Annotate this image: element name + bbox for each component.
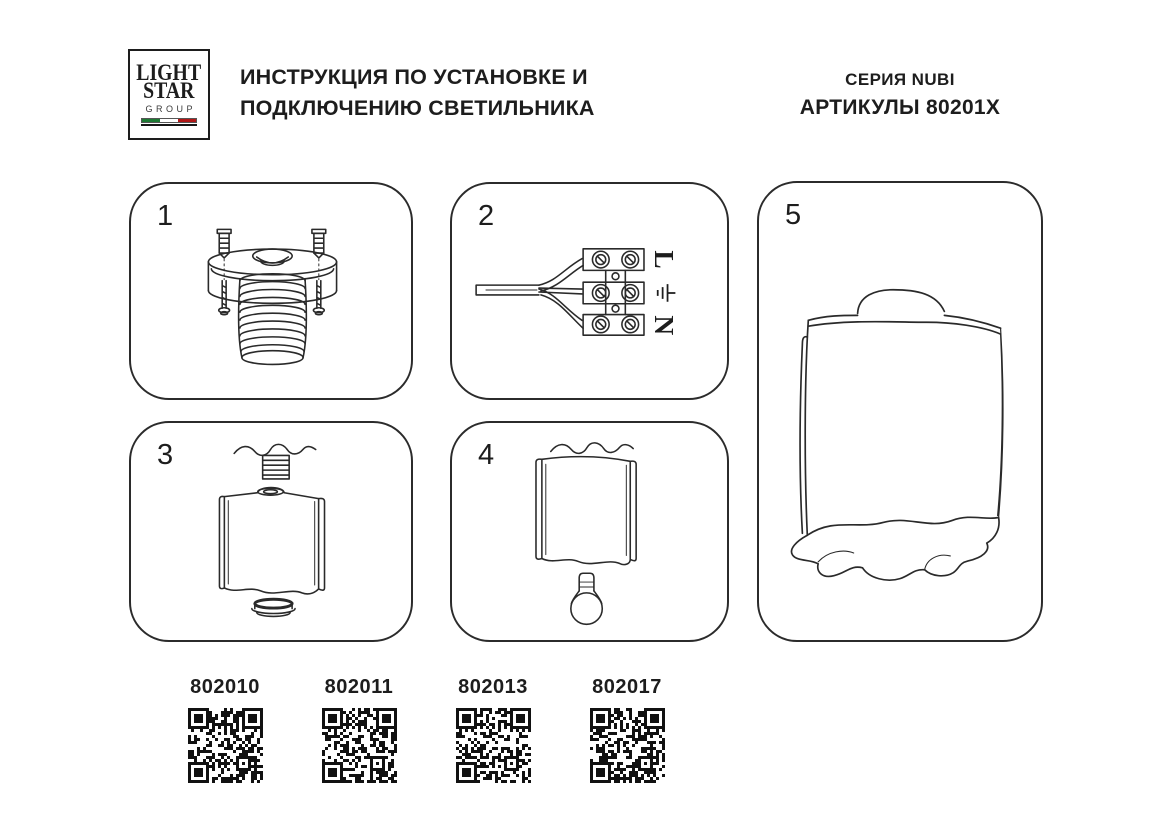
article-code: 802010 (190, 676, 260, 698)
qr-code (456, 708, 531, 783)
step-panel-1 (129, 182, 413, 400)
article-802017 (572, 676, 682, 788)
article-code: 802013 (458, 676, 528, 698)
ring-nut (252, 599, 295, 616)
title-line-2: ПОДКЛЮЧЕНИЮ СВЕТИЛЬНИКА (240, 96, 595, 120)
flag-white (160, 119, 178, 122)
article-802013 (438, 676, 548, 788)
terminal-screws (592, 251, 638, 332)
step5-assembled-lamp-illustration (759, 183, 1041, 640)
step-number-4: 4 (478, 439, 495, 471)
page-title (240, 62, 595, 124)
logo-word-group: GROUP (145, 103, 196, 114)
article-802011 (304, 676, 414, 788)
step-panel-5 (757, 181, 1043, 642)
logo-word-light: LIGHT (136, 59, 202, 85)
article-code: 802011 (324, 676, 394, 698)
step-panel-2 (450, 182, 729, 400)
italian-flag-icon (141, 118, 197, 123)
terminal-label-line: L (648, 250, 679, 269)
qr-code (188, 708, 263, 783)
articles-label: АРТИКУЛЫ 80201X (799, 96, 1001, 119)
title-line-1: ИНСТРУКЦИЯ ПО УСТАНОВКЕ И (240, 65, 588, 89)
step4-bulb-install-illustration (452, 423, 727, 640)
terminal-label-neutral: N (648, 315, 679, 336)
step-number-2: 2 (478, 200, 495, 232)
earth-icon (658, 284, 676, 302)
article-802010 (170, 676, 280, 788)
lightstar-logo (128, 49, 210, 140)
step2-wiring-illustration (452, 184, 727, 398)
step1-mount-base-illustration (131, 184, 411, 398)
step-panel-3 (129, 421, 413, 642)
qr-code (322, 708, 397, 783)
flag-red (178, 119, 196, 122)
step-number-5: 5 (785, 199, 802, 231)
qr-code (590, 708, 665, 783)
light-bulb (571, 573, 602, 624)
step-number-1: 1 (157, 200, 174, 232)
logo-word-star: STAR (143, 77, 195, 103)
step-panel-4 (450, 421, 729, 642)
flag-green (142, 119, 160, 122)
step-number-3: 3 (157, 439, 174, 471)
step3-shade-attach-illustration (131, 423, 411, 640)
article-code: 802017 (592, 676, 662, 698)
flag-underline (141, 124, 197, 126)
series-label: СЕРИЯ NUBI (845, 70, 955, 89)
